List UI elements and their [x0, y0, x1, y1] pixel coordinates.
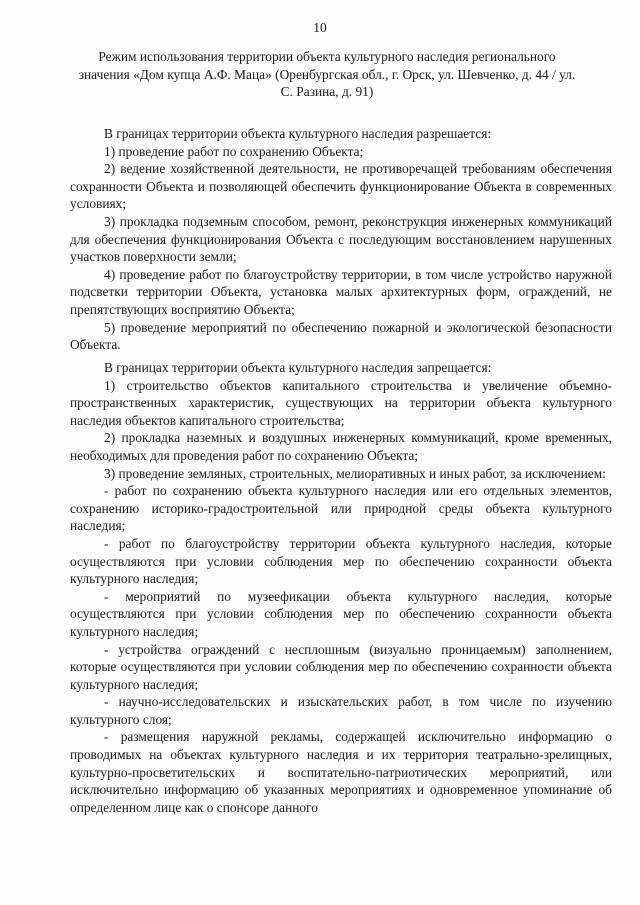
- forbidden-item: 3) проведение земляных, строительных, мелиоративных и иных работ, за исключением:: [104, 465, 606, 481]
- document-title: Режим использования территории объекта культурного наследия регионального значения «Дом купца А.Ф. Маца» (Оренбургская обл., г. Орск, ул. Шевченко, д. 44 / ул. С. Разина, д. 91): [78, 49, 576, 100]
- allowed-item: 5) проведение мероприятий по обеспечению пожарной и экологической безопасности Объекта.: [70, 319, 612, 353]
- allowed-item: 2) ведение хозяйственной деятельности, не противоречащей требованиям обеспечения сохранности Объекта и позволяющей обеспечить функционирование Объекта в современных условиях;: [70, 161, 612, 212]
- forbidden-item: 2) прокладка наземных и воздушных инженерных коммуникаций, кроме временных, необходимых для проведения работ по сохранению Объекта;: [70, 430, 612, 463]
- forbidden-subitem: - работ по сохранению объекта культурного наследия или его отдельных элементов, сохранению историко-градостроительной или природной среды объекта культурного наследия;: [70, 483, 612, 534]
- forbidden-subitem: - устройства ограждений с несплошным (визуально проницаемым) заполнением, которые осуществляются при условии соблюдения мер по обеспечению сохранности объекта культурного наследия;: [70, 641, 612, 692]
- forbidden-subitem: - размещения наружной рекламы, содержащей исключительно информацию о проводимых на объектах культурного наследия и их территория театрально-зрелищных, культурно-просветительских и воспитательно-патриотических мероприятий, или исключительно информацию об указанных мероприятиях и одновременное упоминание об определенном лице как о спонсоре данного: [70, 729, 612, 815]
- forbidden-heading: В границах территории объекта культурного наследия запрещается:: [104, 360, 492, 375]
- page-number: 10: [313, 20, 327, 35]
- forbidden-subitem: - научно-исследовательских и изыскательских работ, в том числе по изучению культурного слоя;: [70, 694, 612, 727]
- allowed-heading: В границах территории объекта культурного наследия разрешается:: [104, 126, 492, 141]
- allowed-section: [70, 125, 612, 354]
- allowed-item: 1) проведение работ по сохранению Объекта;: [104, 143, 364, 159]
- forbidden-subitem: - работ по благоустройству территории объекта культурного наследия, которые осуществляются при условии соблюдения мер по обеспечению сохранности объекта культурного наследия;: [70, 535, 612, 587]
- forbidden-section: [70, 359, 612, 816]
- allowed-item: 3) прокладка подземным способом, ремонт, реконструкция инженерных коммуникаций для обеспечения функционирования Объекта с последующим восстановлением нарушенных участков поверхности земли;: [70, 213, 612, 265]
- allowed-item: 4) проведение работ по благоустройству территории, в том числе устройство наружной подсветки территории Объекта, установка малых архитектурных форм, ограждений, не препятствующих восприятию Объекта;: [70, 266, 612, 317]
- forbidden-item: 1) строительство объектов капитального строительства и увеличение объемно-пространственных характеристик, существующих на территории объекта культурного наследия объектов капитального строительства;: [70, 377, 612, 428]
- forbidden-subitem: - мероприятий по музеефикации объекта культурного наследия, которые осуществляются при условии соблюдения мер по обеспечению сохранности объекта культурного наследия;: [70, 588, 612, 639]
